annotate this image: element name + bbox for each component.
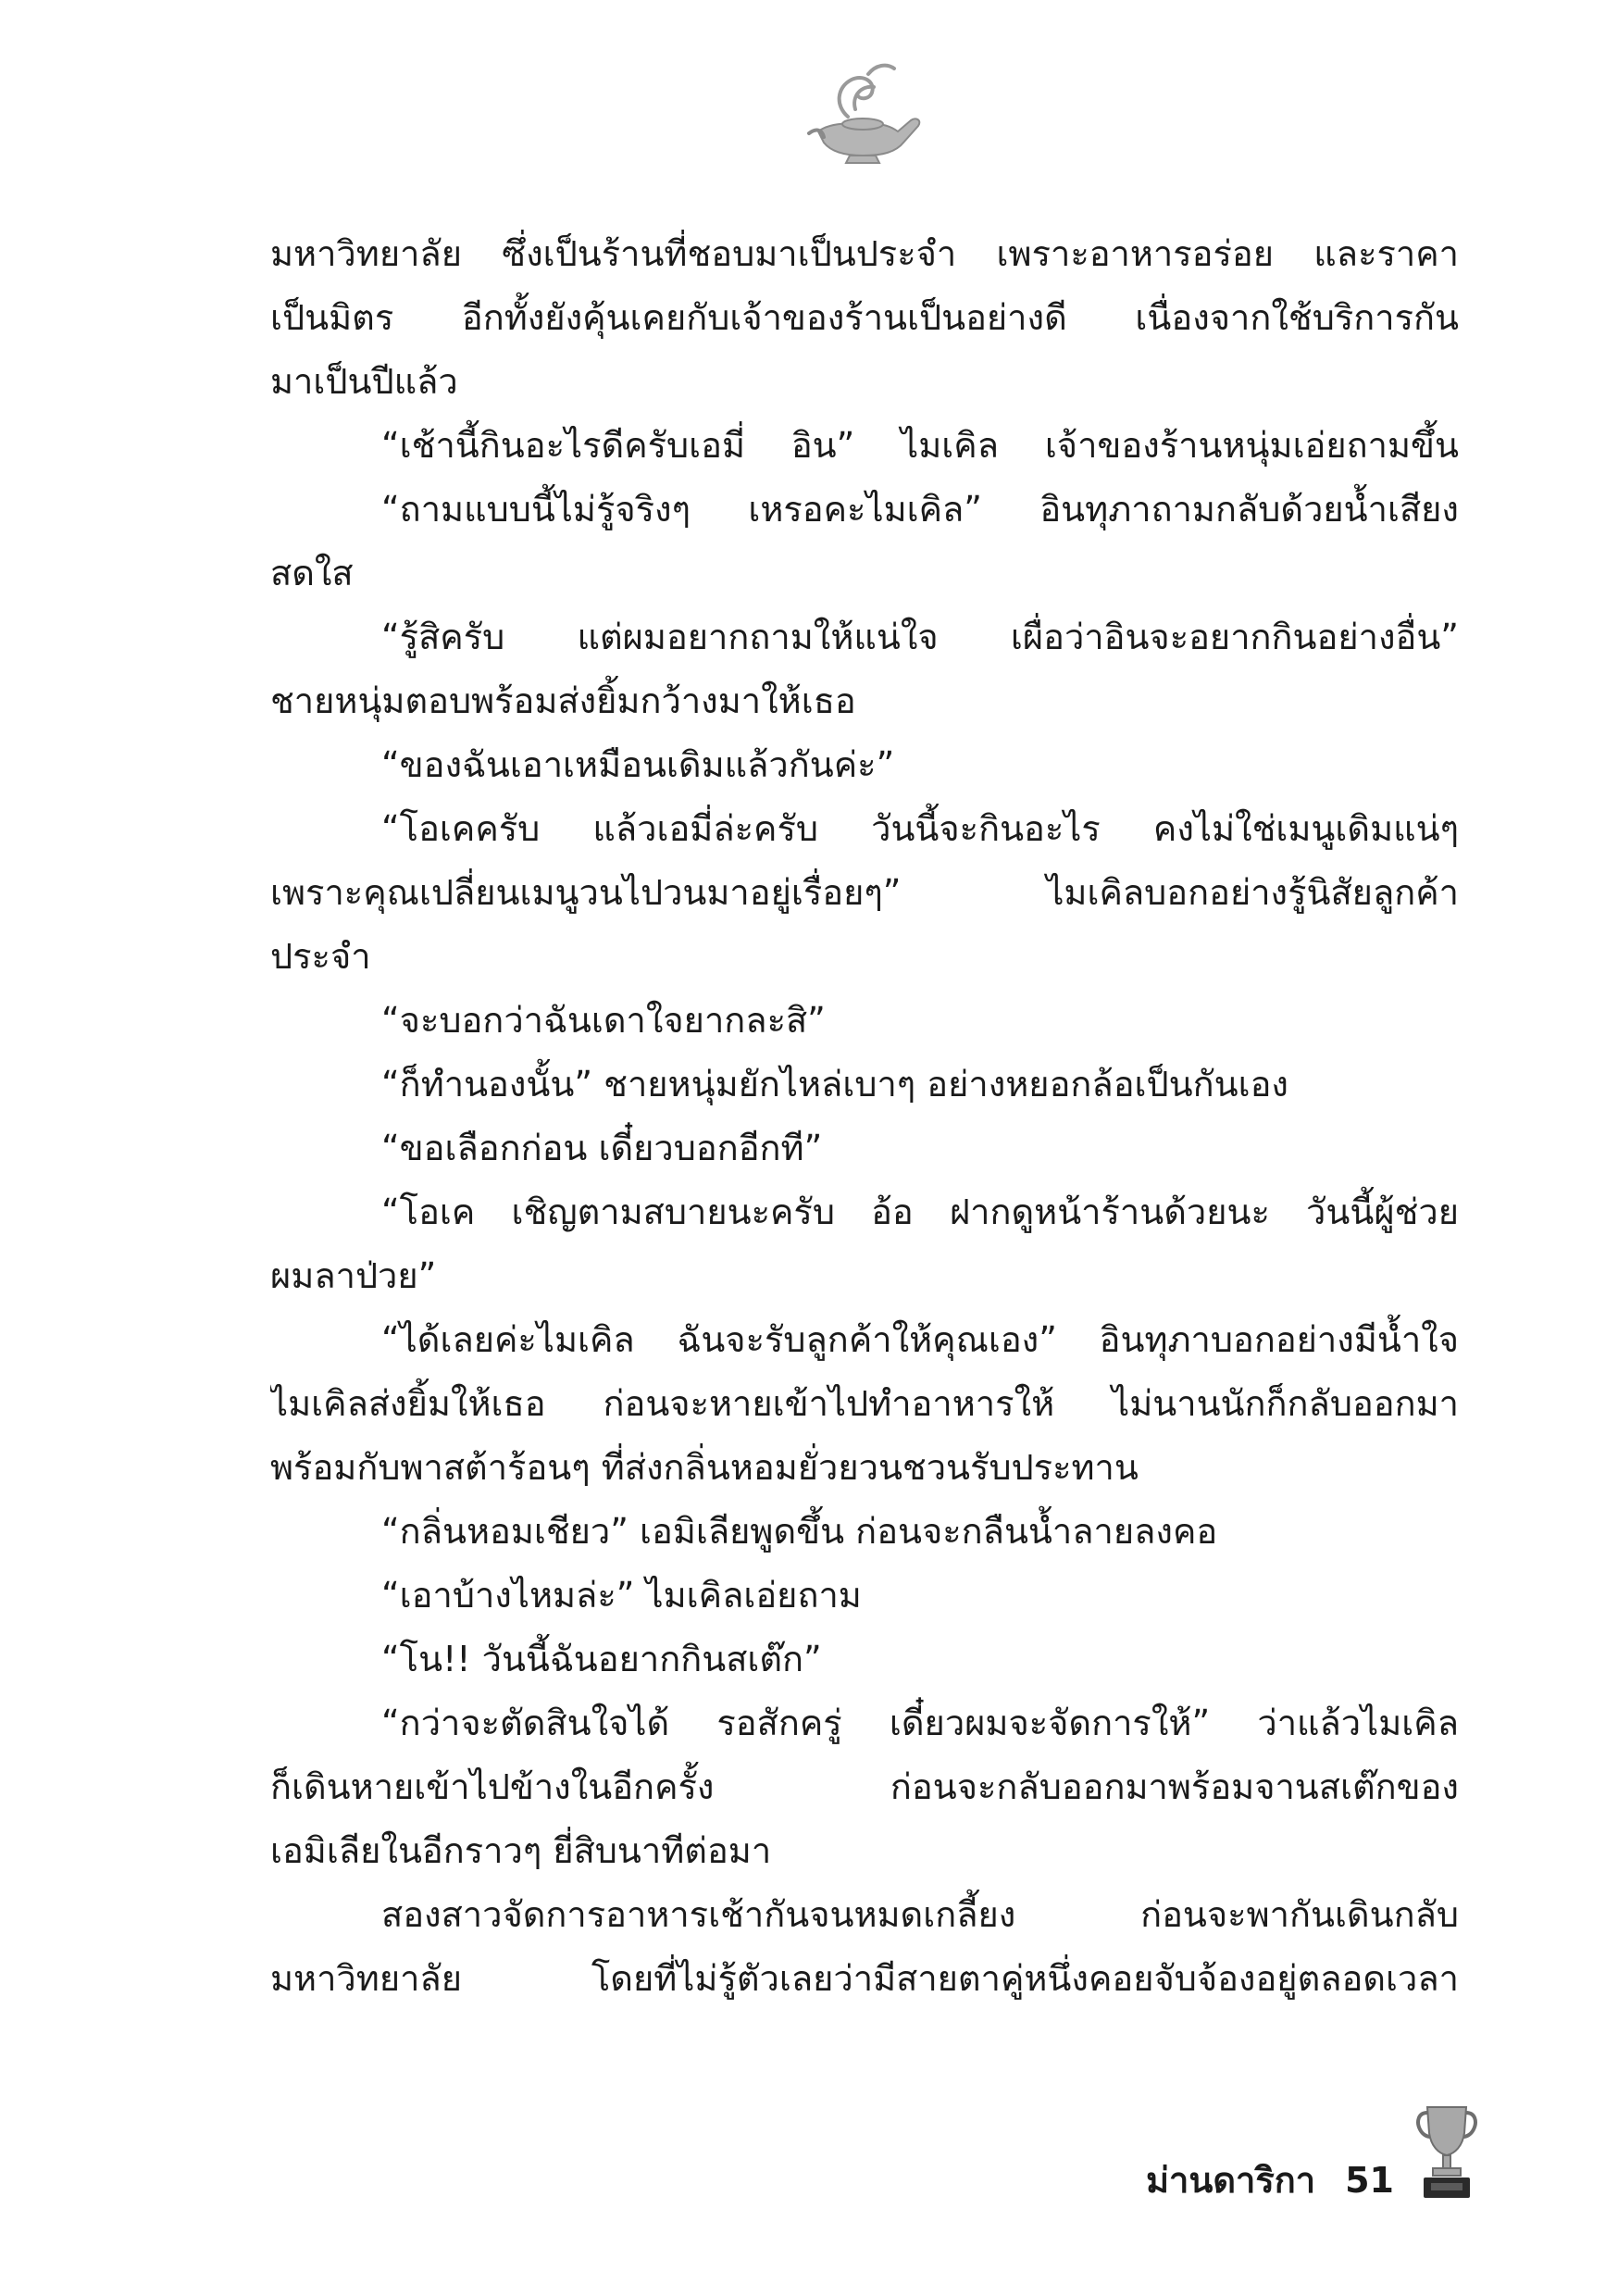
text-line: “ขอเลือกก่อน เดี๋ยวบอกอีกที” [381,1128,823,1168]
text-line: “โอเค เชิญตามสบายนะครับ อ้อ ฝากดูหน้าร้านด้วยนะ วันนี้ผู้ช่วย [381,1192,1459,1232]
text-line: “ได้เลยค่ะไมเคิล ฉันจะรับลูกค้าให้คุณเอง” อินทุภาบอกอย่างมีน้ำใจ [381,1319,1459,1360]
text-line: “เช้านี้กินอะไรดีครับเอมี่ อิน” ไมเคิล เจ้าของร้านหนุ่มเอ่ยถามขึ้น [381,425,1459,466]
text-line: เพราะคุณเปลี่ยนเมนูวนไปวนมาอยู่เรื่อยๆ” ไมเคิลบอกอย่างรู้นิสัยลูกค้า [270,872,1459,913]
text-line: ไมเคิลส่งยิ้มให้เธอ ก่อนจะหายเข้าไปทำอาหารให้ ไม่นานนักก็กลับออกมา [270,1383,1459,1424]
book-title: ม่านดาริกา [1145,2160,1316,2201]
text-line: ผมลาป่วย” [270,1255,437,1296]
text-line: “กลิ่นหอมเชียว” เอมิเลียพูดขึ้น ก่อนจะกลืนน้ำลายลงคอ [381,1511,1218,1552]
text-line: “กว่าจะตัดสินใจได้ รอสักครู่ เดี๋ยวผมจะจัดการให้” ว่าแล้วไมเคิล [381,1703,1459,1743]
text-line: “จะบอกว่าฉันเดาใจยากละสิ” [381,1000,826,1041]
text-line: ประจำ [270,936,371,977]
trophy-icon [1414,2102,1479,2203]
text-line: สองสาวจัดการอาหารเช้ากันจนหมดเกลี้ยง ก่อนจะพากันเดินกลับ [381,1894,1459,1935]
page-number: 51 [1345,2160,1394,2201]
genie-lamp-icon [790,52,929,172]
text-line: มหาวิทยาลัย ซึ่งเป็นร้านที่ชอบมาเป็นประจำ เพราะอาหารอร่อย และราคา [270,233,1459,274]
text-line: เป็นมิตร อีกทั้งยังคุ้นเคยกับเจ้าของร้านเป็นอย่างดี เนื่องจากใช้บริการกัน [270,297,1459,338]
text-line: ก็เดินหายเข้าไปข้างในอีกครั้ง ก่อนจะกลับออกมาพร้อมจานสเต๊กของ [270,1766,1459,1807]
text-line: เอมิเลียในอีกราวๆ ยี่สิบนาทีต่อมา [270,1830,772,1871]
text-line: “ถามแบบนี้ไม่รู้จริงๆ เหรอคะไมเคิล” อินทุภาถามกลับด้วยน้ำเสียง [381,489,1459,530]
text-line: “เอาบ้างไหมล่ะ” ไมเคิลเอ่ยถาม [381,1575,862,1616]
text-line: “โน!! วันนี้ฉันอยากกินสเต๊ก” [381,1639,822,1679]
text-line: มหาวิทยาลัย โดยที่ไม่รู้ตัวเลยว่ามีสายตาคู่หนึ่งคอยจับจ้องอยู่ตลอดเวลา [270,1958,1459,1999]
body-text [270,222,1459,2011]
text-line: “ของฉันเอาเหมือนเดิมแล้วกันค่ะ” [381,744,895,785]
text-line: “โอเคครับ แล้วเอมี่ล่ะครับ วันนี้จะกินอะไร คงไม่ใช่เมนูเดิมแน่ๆ [381,808,1459,849]
text-line: มาเป็นปีแล้ว [270,361,458,402]
text-line: สดใส [270,553,354,593]
text-line: “รู้สิครับ แต่ผมอยากถามให้แน่ใจ เผื่อว่าอินจะอยากกินอย่างอื่น” [381,617,1459,657]
text-line: “ก็ทำนองนั้น” ชายหนุ่มยักไหล่เบาๆ อย่างหยอกล้อเป็นกันเอง [381,1064,1288,1104]
text-line: พร้อมกับพาสต้าร้อนๆ ที่ส่งกลิ่นหอมยั่วยวนชวนรับประทาน [270,1447,1139,1488]
page-footer [1146,2102,1479,2203]
text-line: ชายหนุ่มตอบพร้อมส่งยิ้มกว้างมาให้เธอ [270,680,856,721]
